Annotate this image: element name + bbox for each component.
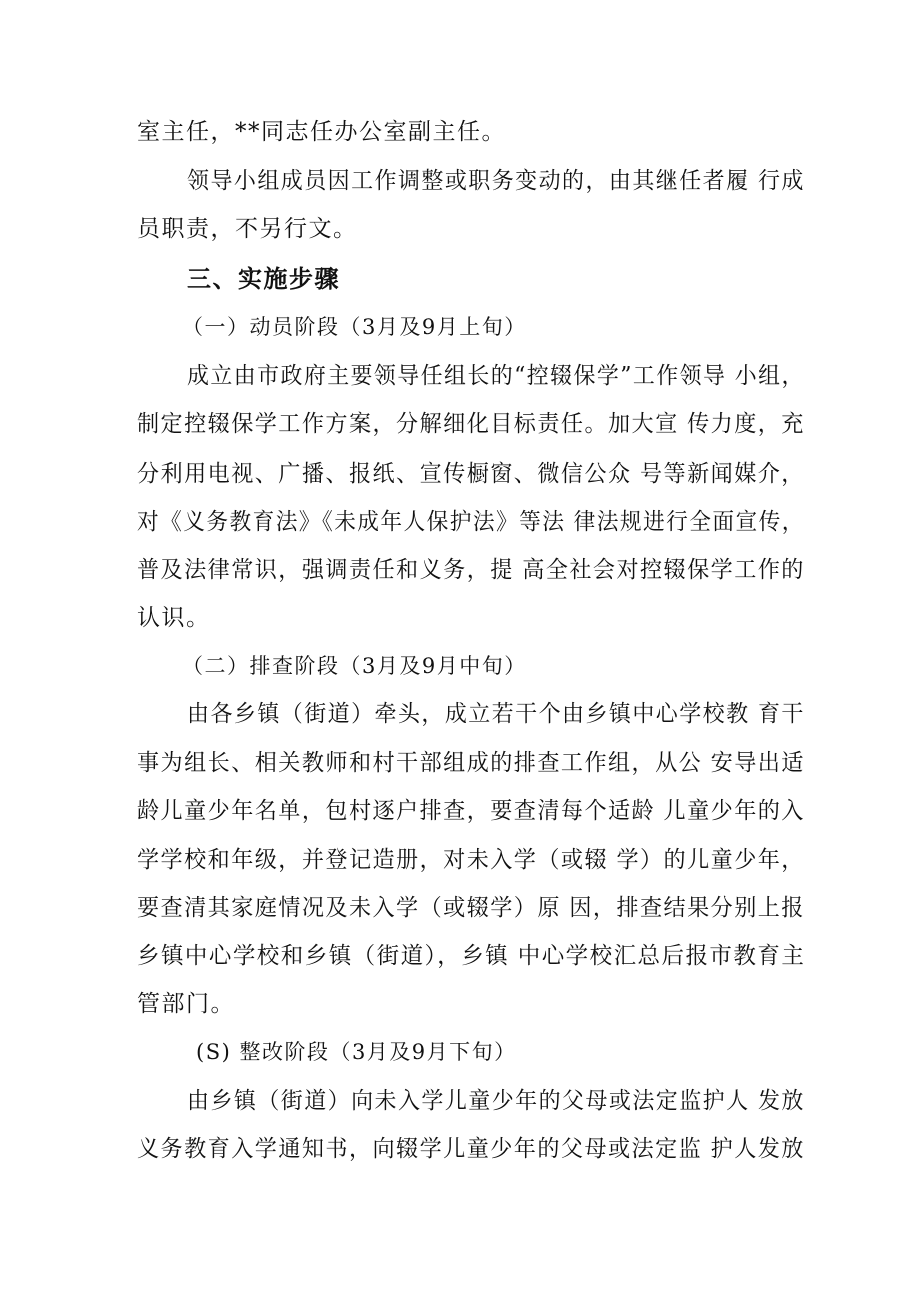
line-text: 要查清其家庭情况及未入学（或辍学）原 因，排查结果分别上报 (137, 895, 805, 921)
paragraph-line (0, 743, 920, 783)
line-text: 室主任，**同志任办公室副主任。 (137, 119, 506, 145)
section-heading (0, 259, 920, 299)
line-text: 义务教育入学通知书，向辍学儿童少年的父母或法定监 护人发放 (137, 1136, 805, 1162)
paragraph-line (0, 161, 920, 201)
line-text: 认识。 (137, 605, 211, 631)
line-text: 由各乡镇（街道）牵头，成立若干个由乡镇中心学校教 育干 (187, 701, 805, 727)
paragraph-line (0, 984, 920, 1024)
paragraph-line (0, 356, 920, 396)
line-text: 员职责，不另行文。 (137, 216, 358, 242)
line-text: 对《义务教育法》《未成年人保护法》等法 律法规进行全面宣传， (137, 509, 805, 535)
line-text: 普及法律常识，强调责任和义务，提 高全社会对控辍保学工作的 (137, 557, 805, 583)
subsection-heading (0, 307, 920, 347)
paragraph-line (0, 1129, 920, 1169)
subsection-heading (0, 646, 920, 686)
paragraph-line (0, 791, 920, 831)
paragraph-line (0, 840, 920, 880)
paragraph-line (0, 550, 920, 590)
paragraph-line (0, 1081, 920, 1121)
line-text: 学学校和年级，并登记造册，对未入学（或辍 学）的儿童少年， (137, 847, 805, 873)
line-text: 成立由市政府主要领导任组长的“控辍保学”工作领导 小组， (187, 363, 805, 389)
subsection-heading-text: （二）排查阶段（3月及9月中旬） (182, 654, 527, 678)
line-text: 分利用电视、广播、报纸、宣传橱窗、微信公众 号等新闻媒介， (137, 461, 805, 487)
paragraph-line (0, 598, 920, 638)
paragraph-line (0, 694, 920, 734)
line-text: 领导小组成员因工作调整或职务变动的，由其继任者履 行成 (187, 168, 805, 194)
paragraph-line (0, 112, 920, 152)
line-text: 龄儿童少年名单，包村逐户排查，要查清每个适龄 儿童少年的入 (137, 798, 805, 824)
line-text: 乡镇中心学校和乡镇（街道），乡镇 中心学校汇总后报市教育主 (137, 943, 806, 969)
line-text: 管部门。 (137, 991, 235, 1017)
section-heading-text: 三、实施步骤 (187, 265, 340, 293)
subsection-heading-text: (S) 整改阶段（3月及9月下旬） (196, 1040, 517, 1064)
paragraph-line (0, 888, 920, 928)
paragraph-line (0, 209, 920, 249)
paragraph-line (0, 454, 920, 494)
line-text: 制定控辍保学工作方案，分解细化目标责任。加大宣 传力度，充 (137, 411, 805, 437)
line-text: 事为组长、相关教师和村干部组成的排查工作组，从公 安导出适 (137, 750, 805, 776)
subsection-heading (0, 1032, 920, 1072)
subsection-heading-text: （一）动员阶段（3月及9月上旬） (182, 315, 527, 339)
paragraph-line (0, 936, 920, 976)
paragraph-line (0, 502, 920, 542)
line-text: 由乡镇（街道）向未入学儿童少年的父母或法定监护人 发放 (187, 1088, 805, 1114)
paragraph-line (0, 404, 920, 444)
